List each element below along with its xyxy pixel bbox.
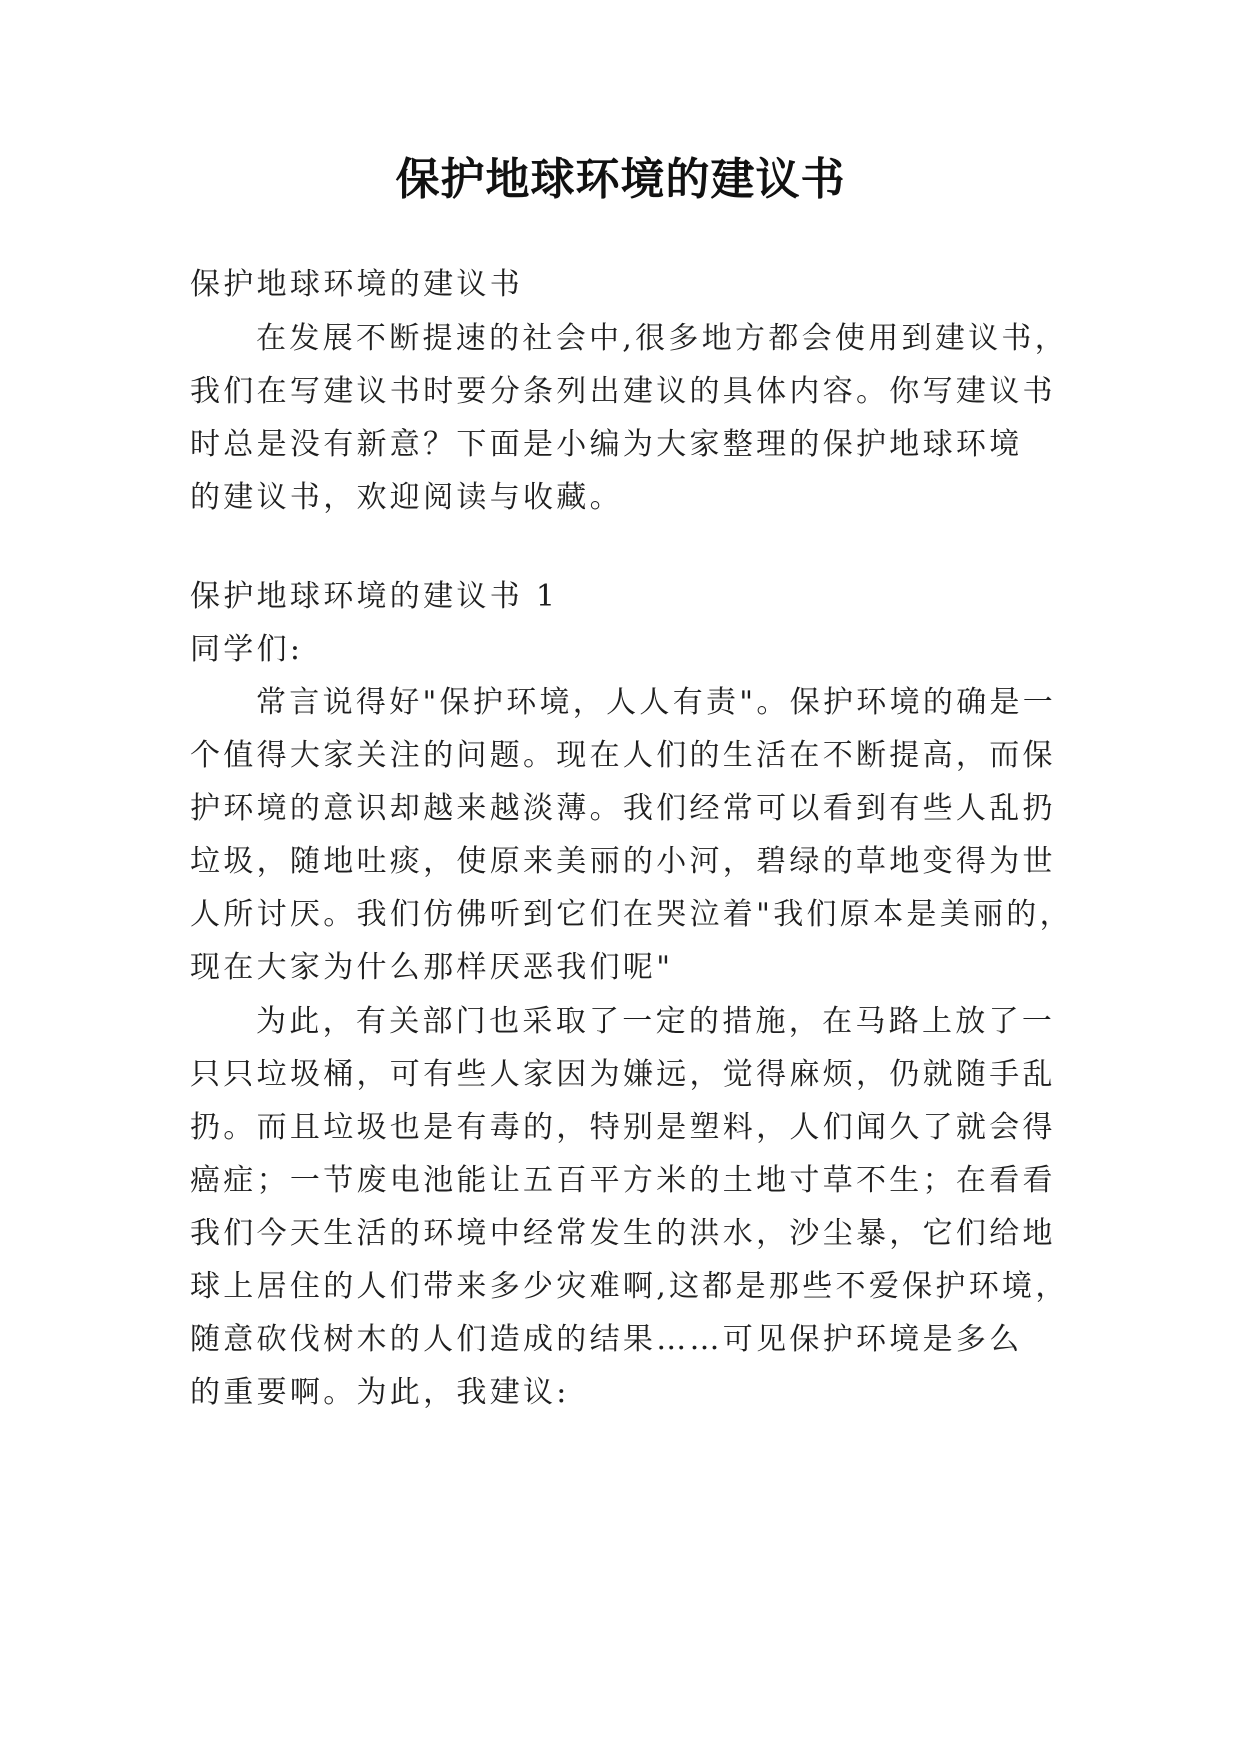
paragraph1-line: 常言说得好"保护环境，人人有责"。保护环境的确是一 [256,685,1057,720]
paragraph2-line: 随意砍伐树木的人们造成的结果……可见保护环境是多么 [190,1322,1023,1357]
paragraph2-line: 球上居住的人们带来多少灾难啊,这都是那些不爱保护环境， [190,1269,1069,1304]
paragraph1-line: 护环境的意识却越来越淡薄。我们经常可以看到有些人乱扔 [190,791,1056,826]
paragraph2-line: 只只垃圾桶，可有些人家因为嫌远，觉得麻烦，仍就随手乱 [190,1057,1056,1092]
document-subtitle: 保护地球环境的建议书 [190,267,523,302]
paragraph2-line: 癌症；一节废电池能让五百平方米的土地寸草不生；在看看 [190,1163,1056,1198]
paragraph2-line: 扔。而且垃圾也是有毒的，特别是塑料，人们闻久了就会得 [190,1110,1056,1145]
document-title: 保护地球环境的建议书 [395,154,846,205]
intro-line: 时总是没有新意？下面是小编为大家整理的保护地球环境 [190,427,1023,462]
salutation: 同学们: [190,632,304,667]
intro-line: 的建议书，欢迎阅读与收藏。 [190,480,623,515]
paragraph1-line: 垃圾，随地吐痰，使原来美丽的小河，碧绿的草地变得为世 [190,844,1056,879]
section-heading: 保护地球环境的建议书 1 [190,579,559,614]
intro-line: 在发展不断提速的社会中,很多地方都会使用到建议书， [256,321,1069,356]
paragraph1-line: 人所讨厌。我们仿佛听到它们在哭泣着"我们原本是美丽的， [190,897,1073,932]
paragraph1-line: 现在大家为什么那样厌恶我们呢" [190,950,674,985]
paragraph2-line: 的重要啊。为此，我建议: [190,1375,570,1410]
paragraph1-line: 个值得大家关注的问题。现在人们的生活在不断提高，而保 [190,738,1056,773]
paragraph2-line: 我们今天生活的环境中经常发生的洪水，沙尘暴，它们给地 [190,1216,1056,1251]
paragraph2-line: 为此，有关部门也采取了一定的措施，在马路上放了一 [256,1004,1056,1039]
intro-line: 我们在写建议书时要分条列出建议的具体内容。你写建议书 [190,374,1056,409]
